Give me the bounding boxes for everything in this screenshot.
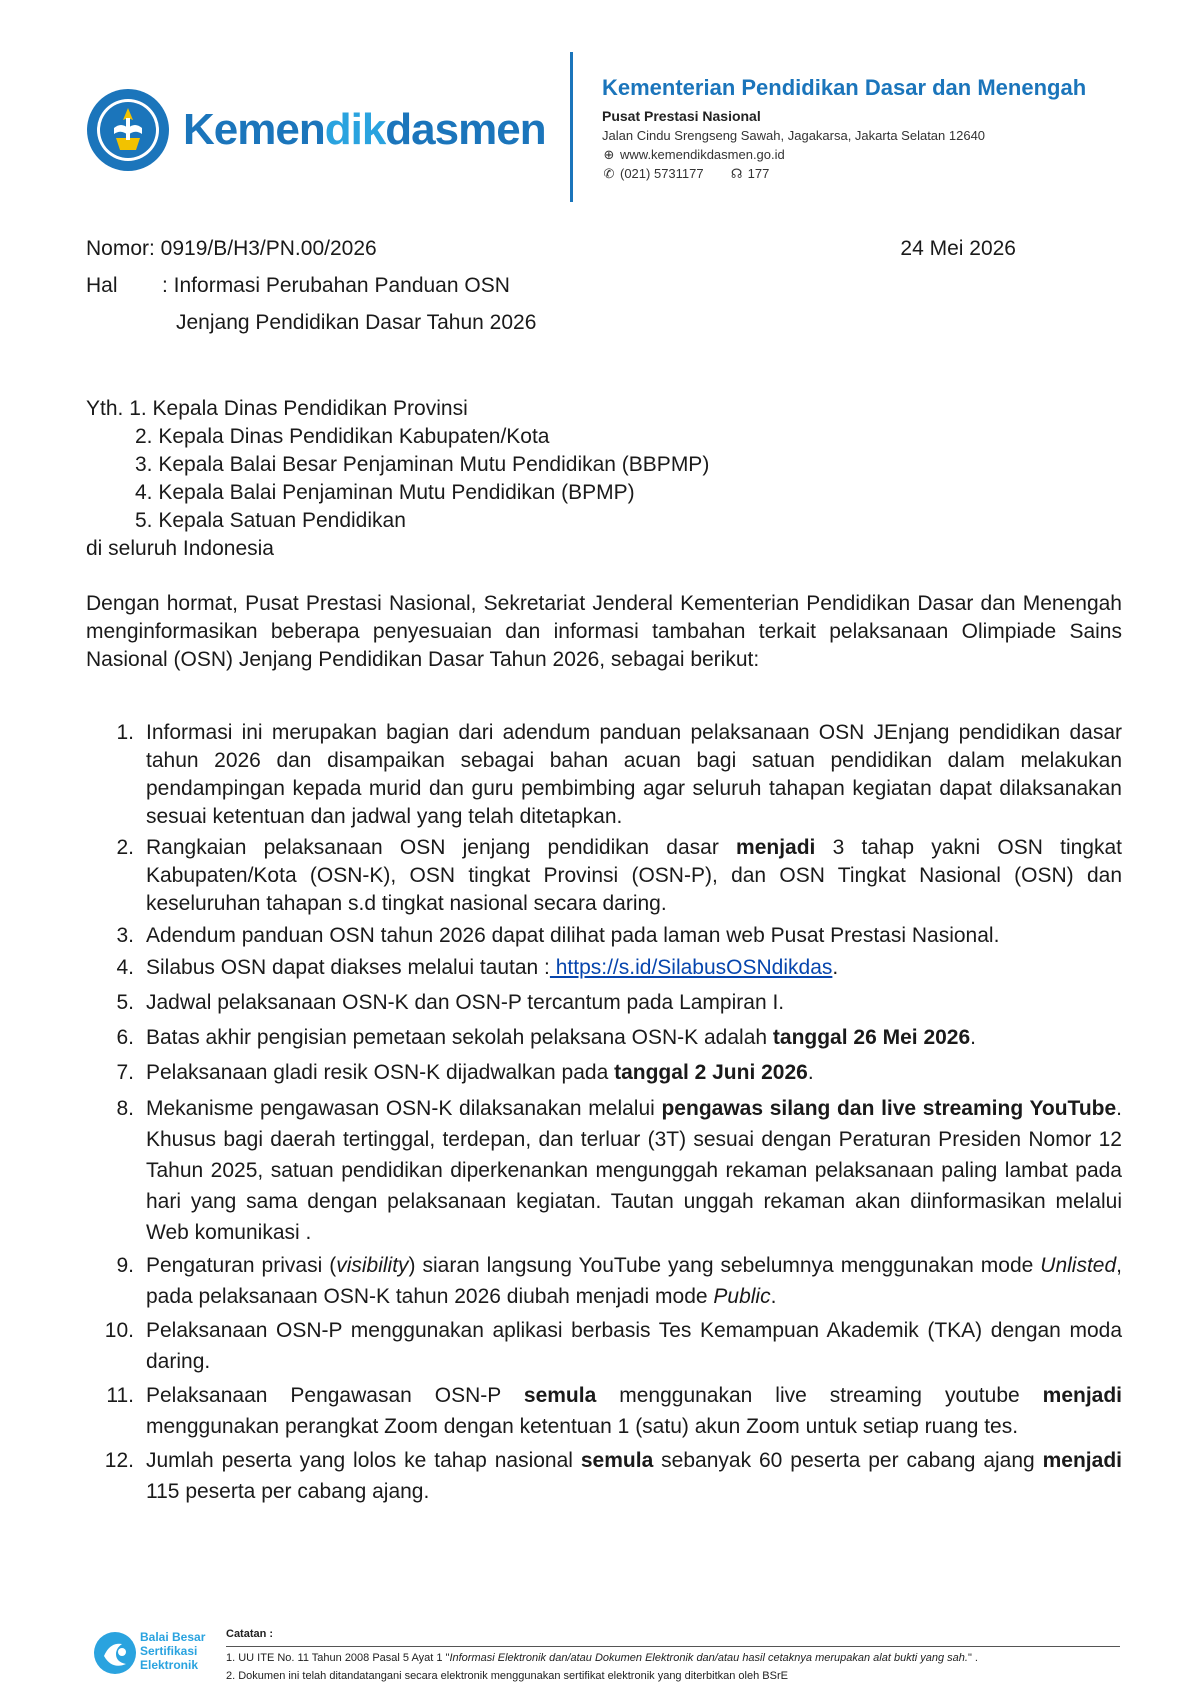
website[interactable]: www.kemendikdasmen.go.id (620, 147, 785, 162)
item-text: Pengaturan privasi ( (146, 1254, 337, 1277)
item-text: Pelaksanaan gladi resik OSN-K dijadwalkan pada (146, 1061, 615, 1084)
item-bold: semula (580, 1449, 654, 1472)
recipient-item: 4. Kepala Balai Penjaminan Mutu Pendidikan (BPMP) (135, 481, 635, 504)
item-text: . (970, 1026, 977, 1049)
item-bold: menjadi (736, 836, 816, 859)
item-italic: Public (713, 1285, 771, 1308)
hal-row-2 (86, 304, 1016, 341)
address: Jalan Cindu Srengseng Sawah, Jagakarsa, Jakarta Selatan 12640 (602, 128, 986, 143)
recipient-item: 3. Kepala Balai Besar Penjaminan Mutu Pendidikan (BBPMP) (135, 453, 710, 476)
nomor-label: Nomor (86, 237, 150, 260)
recipient-item: 2. Kepala Dinas Pendidikan Kabupaten/Kota (135, 425, 550, 448)
list-item (86, 953, 1122, 983)
list-item (86, 1445, 1122, 1507)
nomor-value: : 0919/B/H3/PN.00/2026 (149, 237, 377, 260)
brand-prefix: Kemen (183, 105, 325, 154)
item-text: 115 peserta per cabang ajang. (146, 1480, 430, 1503)
catatan-note-2: 2. Dokumen ini telah ditandatangani secara elektronik menggunakan sertifikat elektronik yang diterbitkan oleh BSrE (226, 1670, 788, 1682)
catatan-note-1 (226, 1652, 978, 1664)
hal-label: Hal (86, 274, 118, 297)
recipient-item: 5. Kepala Satuan Pendidikan (135, 509, 406, 532)
item-number: 4. (116, 956, 134, 979)
item-text: . (807, 1061, 814, 1084)
list-item (86, 719, 1122, 831)
ministry-name: Kementerian Pendidikan Dasar dan Menengah (602, 75, 1087, 100)
list-item (86, 834, 1122, 918)
catatan-label: Catatan : (226, 1628, 274, 1640)
item-bold: pengawas silang dan live streaming YouTube (661, 1097, 1117, 1120)
letterhead-divider (570, 52, 573, 202)
item-text: Silabus OSN dapat diakses melalui tautan : (146, 956, 550, 979)
recipients (86, 395, 709, 563)
letterhead (0, 0, 1200, 210)
item-number: 6. (116, 1026, 134, 1049)
item-bold: menjadi (1042, 1384, 1123, 1407)
item-bold: tanggal 2 Juni 2026 (614, 1061, 808, 1084)
item-text: Rangkaian pelaksanaan OSN jenjang pendidikan dasar (146, 836, 737, 859)
item-text: Adendum panduan OSN tahun 2026 dapat dilihat pada laman web Pusat Prestasi Nasional. (146, 924, 1000, 947)
item-text: ) siaran langsung YouTube yang sebelumnya menggunakan mode (408, 1254, 1041, 1277)
item-text: Jumlah peserta yang lolos ke tahap nasional (146, 1449, 581, 1472)
item-text: . Khusus bagi daerah tertinggal, terdepan, dan terluar (3T) sesuai dengan Peraturan Presiden Nomor 12 Tahun 2025, satuan pendidikan diperkenankan mengunggah rekaman pelaksanaan paling lambat pada hari yang sama dengan pelaksanaan kegiatan. Tautan unggah rekaman akan diinformasikan melalui Web komunikasi . (146, 1097, 1122, 1244)
item-number: 3. (116, 924, 134, 947)
footer (0, 1620, 1200, 1696)
item-text: Jadwal pelaksanaan OSN-K dan OSN-P tercantum pada Lampiran I. (146, 991, 785, 1014)
recipient-location: di seluruh Indonesia (86, 537, 274, 560)
item-number: 10. (104, 1319, 134, 1342)
bsre-line: Balai Besar (140, 1630, 206, 1644)
call-center: 177 (747, 166, 770, 181)
hal-line2: Jenjang Pendidikan Dasar Tahun 2026 (176, 311, 537, 334)
list-item (86, 1093, 1122, 1248)
item-number: 12. (104, 1449, 134, 1472)
catatan-divider (226, 1646, 1120, 1647)
item-text: menggunakan live streaming youtube (596, 1384, 1043, 1407)
letter-date: 24 Mei 2026 (900, 237, 1016, 260)
list-item (86, 1380, 1122, 1442)
item-number: 7. (116, 1061, 134, 1084)
nomor-row (86, 230, 1016, 267)
bsre-line: Elektronik (140, 1658, 199, 1672)
item-text: , pada pelaksanaan OSN-K tahun 2026 diubah menjadi mode (146, 1254, 1122, 1308)
item-text: 3 tahap yakni OSN tingkat Kabupaten/Kota (OSN-K), OSN tingkat Provinsi (OSN-P), dan OSN Tingkat Nasional (OSN) dan keseluruhan tahapan s.d tingkat nasional secara daring. (146, 836, 1122, 915)
list-item (86, 1023, 1122, 1053)
note-text: 1. UU ITE No. 11 Tahun 2008 Pasal 5 Ayat 1 " (226, 1652, 450, 1664)
letter-meta (86, 230, 1016, 341)
hal-line1: : Informasi Perubahan Panduan OSN (162, 274, 510, 297)
website-line (602, 145, 1086, 164)
item-number: 5. (116, 991, 134, 1014)
brand-suffix: dasmen (385, 105, 546, 154)
organization-block (602, 74, 1086, 183)
item-italic: visibility (336, 1254, 409, 1277)
item-number: 11. (106, 1384, 134, 1407)
item-text: . (832, 956, 839, 979)
recipient-prefix: Yth. (86, 397, 124, 420)
item-number: 1. (116, 721, 134, 744)
item-text: Batas akhir pengisian pemetaan sekolah pelaksana OSN-K adalah (146, 1026, 773, 1049)
item-text: . (770, 1285, 777, 1308)
points-list (86, 719, 1122, 1510)
item-text: sebanyak 60 peserta per cabang ajang (653, 1449, 1043, 1472)
globe-icon: ⊕ (603, 147, 615, 162)
headset-icon: ☊ (730, 166, 743, 181)
item-number: 9. (116, 1254, 134, 1277)
item-number: 8. (116, 1097, 134, 1120)
bsre-line: Sertifikasi (140, 1644, 198, 1658)
note-italic: Informasi Elektronik dan/atau Dokumen Elektronik dan/atau hasil cetaknya merupakan alat bukti yang sah. (449, 1652, 968, 1664)
item-bold: menjadi (1042, 1449, 1122, 1472)
list-item (86, 1058, 1122, 1088)
item-text: Mekanisme pengawasan OSN-K dilaksanakan melalui (146, 1097, 662, 1120)
list-item (86, 921, 1122, 951)
list-item (86, 1315, 1122, 1377)
item-text: menggunakan perangkat Zoom dengan ketentuan 1 (satu) akun Zoom untuk setiap ruang tes. (146, 1415, 1019, 1438)
item-italic: Unlisted (1040, 1254, 1117, 1277)
item-number: 2. (116, 836, 134, 859)
note-text: " . (967, 1652, 978, 1664)
item-text: Pelaksanaan OSN-P menggunakan aplikasi berbasis Tes Kemampuan Akademik (TKA) dengan moda daring. (146, 1319, 1122, 1373)
tut-wuri-handayani-emblem-icon (86, 88, 170, 172)
recipient-item (86, 395, 709, 423)
list-item (86, 1250, 1122, 1312)
list-item (86, 988, 1122, 1018)
unit-name: Pusat Prestasi Nasional (602, 108, 761, 124)
item-text: Pelaksanaan Pengawasan OSN-P (146, 1384, 524, 1407)
hal-row (86, 267, 1016, 304)
item-bold: tanggal 26 Mei 2026 (772, 1026, 971, 1049)
bsre-logo-icon (92, 1630, 138, 1676)
ministry-wordmark (183, 100, 546, 160)
phone-line (602, 164, 1086, 183)
phone-icon: ✆ (603, 166, 615, 181)
item-text: Informasi ini merupakan bagian dari adendum panduan pelaksanaan OSN JEnjang pendidikan dasar tahun 2026 dan disampaikan sebagai bahan acuan bagi satuan pendidikan dalam melakukan pendampingan kepada murid dan guru pembimbing agar seluruh tahapan kegiatan dapat dilaksanakan sesuai ketentuan dan jadwal yang telah ditetapkan. (146, 721, 1122, 828)
item-bold: semula (523, 1384, 597, 1407)
recipient-text: 1. Kepala Dinas Pendidikan Provinsi (129, 397, 468, 420)
phone: (021) 5731177 (620, 166, 704, 181)
brand-mid: dik (324, 105, 386, 154)
opening-paragraph: Dengan hormat, Pusat Prestasi Nasional, Sekretariat Jenderal Kementerian Pendidikan Dasar dan Menengah menginformasikan beberapa penyesuaian dan informasi tambahan terkait pelaksanaan Olimpiade Sains Nasional (OSN) Jenjang Pendidikan Dasar Tahun 2026, sebagai berikut: (86, 592, 1122, 671)
bsre-name (140, 1630, 205, 1672)
silabus-link[interactable]: https://s.id/SilabusOSNdikdas (549, 956, 833, 979)
